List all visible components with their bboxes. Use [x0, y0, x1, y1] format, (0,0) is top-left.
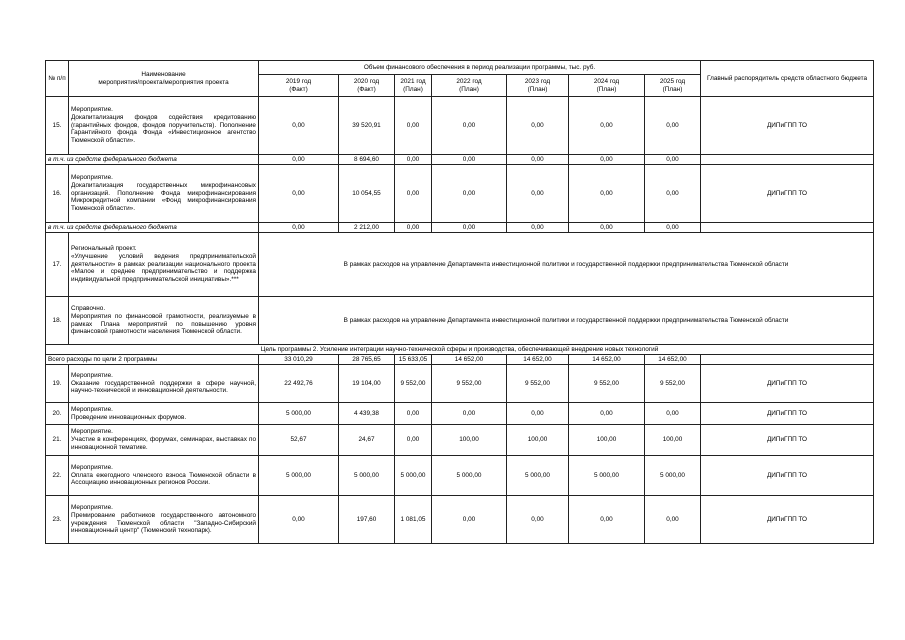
value-cell: 0,00: [569, 165, 645, 223]
header-year-2024: 2024 год (План): [569, 75, 645, 97]
value-cell: 5 000,00: [432, 456, 507, 496]
value-cell: 14 652,00: [507, 355, 569, 365]
value-cell: 14 652,00: [645, 355, 701, 365]
row-name: Мероприятие. Премирование работников государственного автономного учреждения Тюменской области "Западно-Сибирский инновационный центр" (Тюменский технопарк).: [69, 496, 259, 544]
value-cell: 0,00: [507, 165, 569, 223]
value-cell: 5 000,00: [259, 456, 339, 496]
value-cell: 0,00: [569, 403, 645, 425]
value-cell: 14 652,00: [569, 355, 645, 365]
total-row: [46, 355, 874, 365]
value-cell: 0,00: [395, 425, 432, 456]
table-row: [46, 165, 874, 223]
header-year-2022: 2022 год (План): [432, 75, 507, 97]
value-cell: 0,00: [507, 97, 569, 155]
value-cell: 9 552,00: [645, 365, 701, 403]
value-cell: 0,00: [395, 165, 432, 223]
manager-cell: ДИПиГПП ТО: [701, 403, 874, 425]
value-cell: 0,00: [432, 155, 507, 165]
table-row: [46, 456, 874, 496]
manager-cell: ДИПиГПП ТО: [701, 425, 874, 456]
header-year-2020: 2020 год (Факт): [339, 75, 395, 97]
row-name: Мероприятие. Оказание государственной поддержки в сфере научной, научно-технической и инновационной деятельности.: [69, 365, 259, 403]
value-cell: 5 000,00: [395, 456, 432, 496]
table-row: [46, 97, 874, 155]
span-note: В рамках расходов на управление Департамента инвестиционной политики и государственной поддержки предпринимательства Тюменской области: [259, 297, 874, 345]
header-year-2021: 2021 год (План): [395, 75, 432, 97]
federal-budget-label: в т.ч. из средств федерального бюджета: [46, 155, 259, 165]
row-num: 20.: [46, 403, 69, 425]
value-cell: 0,00: [645, 403, 701, 425]
value-cell: 0,00: [645, 155, 701, 165]
value-cell: 0,00: [259, 223, 339, 233]
value-cell: 39 520,91: [339, 97, 395, 155]
row-num: 22.: [46, 456, 69, 496]
header-num: № п/п: [46, 61, 69, 97]
value-cell: 9 552,00: [432, 365, 507, 403]
row-name: Мероприятие. Докапитализация фондов содействия кредитованию (гарантийных фондов, фондов поручительств). Пополнение Гарантийного фонда Фонда «Инвестиционное агентство Тюменской области».: [69, 97, 259, 155]
value-cell: 2 212,00: [339, 223, 395, 233]
value-cell: 15 633,05: [395, 355, 432, 365]
table-row: [46, 223, 874, 233]
row-name: Мероприятие. Проведение инновационных форумов.: [69, 403, 259, 425]
value-cell: 0,00: [432, 496, 507, 544]
value-cell: 0,00: [259, 97, 339, 155]
value-cell: 5 000,00: [645, 456, 701, 496]
value-cell: 5 000,00: [507, 456, 569, 496]
header-year-2025: 2025 год (План): [645, 75, 701, 97]
total-label: Всего расходы по цели 2 программы: [46, 355, 259, 365]
value-cell: 24,67: [339, 425, 395, 456]
value-cell: 14 652,00: [432, 355, 507, 365]
value-cell: 0,00: [395, 223, 432, 233]
row-name: Мероприятие. Оплата ежегодного членского взноса Тюменской области в Ассоциацию инновационных регионов России.: [69, 456, 259, 496]
value-cell: 28 765,65: [339, 355, 395, 365]
manager-cell: ДИПиГПП ТО: [701, 496, 874, 544]
row-name: Мероприятие. Участие в конференциях, форумах, семинарах, выставках по инновационной тематике.: [69, 425, 259, 456]
table-row: [46, 155, 874, 165]
value-cell: 9 552,00: [395, 365, 432, 403]
value-cell: 0,00: [569, 155, 645, 165]
value-cell: 0,00: [645, 97, 701, 155]
goal-row: [46, 345, 874, 355]
row-num: 18.: [46, 297, 69, 345]
empty-cell: [701, 355, 874, 365]
table-row: [46, 297, 874, 345]
row-num: 16.: [46, 165, 69, 223]
row-num: 23.: [46, 496, 69, 544]
row-name: Мероприятие. Докапитализация государственных микрофинансовых организаций. Пополнение Фонда микрофинансирования Микрокредитной компании «Фонд микрофинансирования Тюменской области».: [69, 165, 259, 223]
row-num: 17.: [46, 233, 69, 297]
table-row: [46, 403, 874, 425]
value-cell: 1 081,05: [395, 496, 432, 544]
value-cell: 0,00: [432, 97, 507, 155]
value-cell: 0,00: [507, 155, 569, 165]
value-cell: 197,60: [339, 496, 395, 544]
value-cell: 4 439,38: [339, 403, 395, 425]
value-cell: 0,00: [259, 496, 339, 544]
value-cell: 33 010,29: [259, 355, 339, 365]
header-year-2019: 2019 год (Факт): [259, 75, 339, 97]
value-cell: 0,00: [432, 223, 507, 233]
value-cell: 22 492,76: [259, 365, 339, 403]
empty-cell: [701, 223, 874, 233]
goal-title: Цель программы 2. Усиление интеграции научно-технической сферы и производства, обеспечивающей внедрение новых технологий: [46, 345, 874, 355]
row-num: 19.: [46, 365, 69, 403]
value-cell: 0,00: [645, 496, 701, 544]
value-cell: 0,00: [395, 97, 432, 155]
value-cell: 100,00: [507, 425, 569, 456]
value-cell: 0,00: [569, 97, 645, 155]
value-cell: 8 694,60: [339, 155, 395, 165]
value-cell: 0,00: [395, 403, 432, 425]
header-volume: Объем финансового обеспечения в период реализации программы, тыс. руб.: [259, 61, 701, 75]
table-row: [46, 365, 874, 403]
value-cell: 0,00: [432, 403, 507, 425]
manager-cell: ДИПиГПП ТО: [701, 365, 874, 403]
value-cell: 0,00: [507, 403, 569, 425]
table-row: [46, 233, 874, 297]
value-cell: 0,00: [569, 496, 645, 544]
table-row: [46, 496, 874, 544]
row-num: 21.: [46, 425, 69, 456]
row-name: Справочно. Мероприятия по финансовой грамотности, реализуемые в рамках Плана мероприятий по повышению уровня финансовой грамотности населения Тюменской области.: [69, 297, 259, 345]
value-cell: 9 552,00: [507, 365, 569, 403]
value-cell: 0,00: [507, 223, 569, 233]
value-cell: 0,00: [645, 165, 701, 223]
manager-cell: ДИПиГПП ТО: [701, 165, 874, 223]
value-cell: 5 000,00: [569, 456, 645, 496]
value-cell: 0,00: [395, 155, 432, 165]
value-cell: 0,00: [569, 223, 645, 233]
value-cell: 100,00: [432, 425, 507, 456]
value-cell: 100,00: [645, 425, 701, 456]
value-cell: 0,00: [259, 155, 339, 165]
empty-cell: [701, 155, 874, 165]
span-note: В рамках расходов на управление Департамента инвестиционной политики и государственной поддержки предпринимательства Тюменской области: [259, 233, 874, 297]
value-cell: 0,00: [259, 165, 339, 223]
header-name: Наименование мероприятия/проекта/мероприятия проекта: [69, 61, 259, 97]
value-cell: 0,00: [432, 165, 507, 223]
header-year-2023: 2023 год (План): [507, 75, 569, 97]
financing-table: [45, 60, 874, 544]
value-cell: 19 104,00: [339, 365, 395, 403]
manager-cell: ДИПиГПП ТО: [701, 456, 874, 496]
table-row: [46, 425, 874, 456]
federal-budget-label: в т.ч. из средств федерального бюджета: [46, 223, 259, 233]
value-cell: 5 000,00: [339, 456, 395, 496]
value-cell: 5 000,00: [259, 403, 339, 425]
value-cell: 9 552,00: [569, 365, 645, 403]
manager-cell: ДИПиГПП ТО: [701, 97, 874, 155]
value-cell: 10 054,55: [339, 165, 395, 223]
value-cell: 0,00: [645, 223, 701, 233]
header-manager: Главный распорядитель средств областного бюджета: [701, 61, 874, 97]
value-cell: 100,00: [569, 425, 645, 456]
value-cell: 52,67: [259, 425, 339, 456]
row-num: 15.: [46, 97, 69, 155]
value-cell: 0,00: [507, 496, 569, 544]
row-name: Региональный проект. «Улучшение условий ведения предпринимательской деятельности» в рамках реализации национального проекта «Малое и среднее предпринимательство и поддержка индивидуальной предпринимательской инициативы».***: [69, 233, 259, 297]
